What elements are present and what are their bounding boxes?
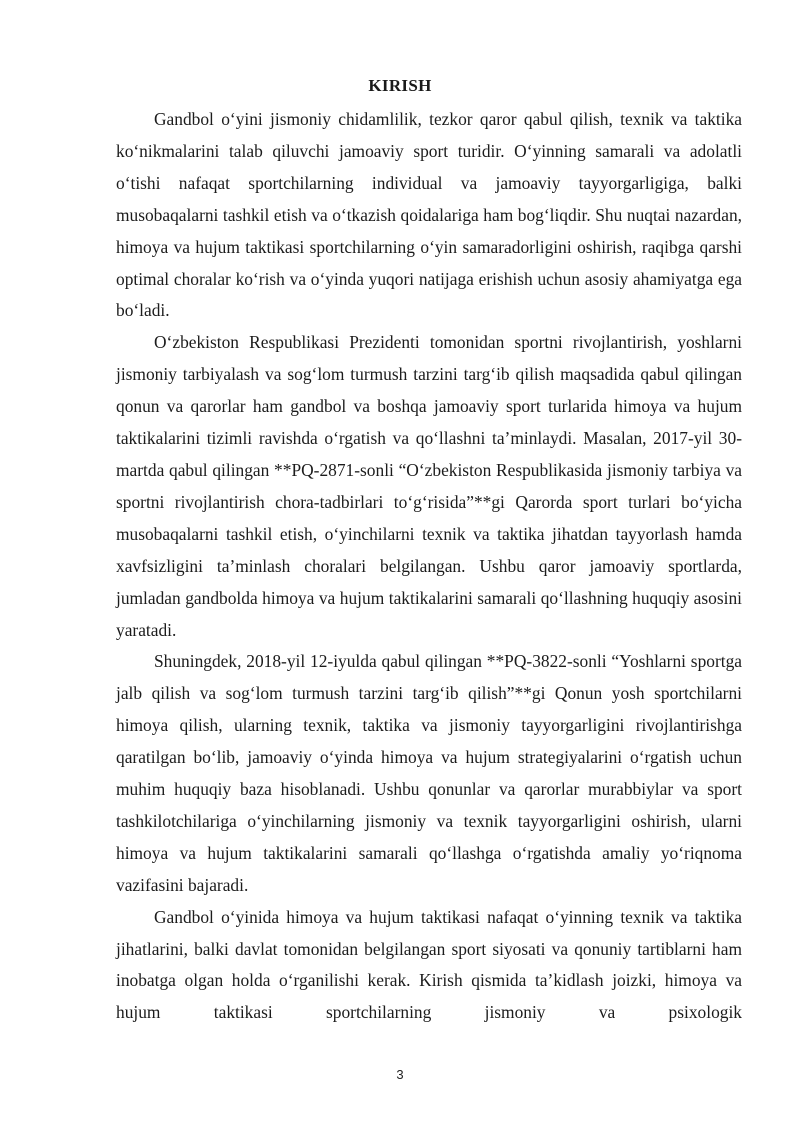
paragraph-4: Gandbol o‘yinida himoya va hujum taktikasi nafaqat o‘yinning texnik va taktika jihatlarini, balki davlat tomonidan belgilangan sport siyosati va qonuniy tartiblarni ham inobatga olgan holda o‘rganilishi kerak. Kirish qismida ta’kidlash joizki, himoya va hujum taktikasi sportchilarning jismoniy va psixologik — [116, 906, 742, 1023]
body-text — [116, 104, 742, 1029]
paragraph-2: O‘zbekiston Respublikasi Prezidenti tomonidan sportni rivojlantirish, yoshlarni jismoniy tarbiyalash va sog‘lom turmush tarzini targ‘ib qilish maqsadida qabul qilingan qonun va qarorlar ham gandbol va boshqa jamoaviy sport turlarida himoya va hujum taktikalarini tizimli ravishda o‘rgatish va qo‘llashni ta’minlaydi. Masalan, 2017-yil 30-martda qabul qilingan **PQ-2871-sonli “O‘zbekiston Respublikasida jismoniy tarbiya va sportni rivojlantirish chora-tadbirlari to‘g‘risida”**gi Qarorda sport turlari bo‘yicha musobaqalarni tashkil etish, o‘yinchilarni texnik va taktika jihatdan tayyorlash hamda xavfsizligini ta’minlash choralari belgilangan. Ushbu qaror jamoaviy sportlarda, jumladan gandbolda himoya va hujum taktikalarini samarali qo‘llashning huquqiy asosini yaratadi. — [116, 332, 742, 640]
paragraph-3: Shuningdek, 2018-yil 12-iyulda qabul qilingan **PQ-3822-sonli “Yoshlarni sportga jalb qilish va sog‘lom turmush tarzini targ‘ib qilish”**gi Qonun yosh sportchilarni himoya qilish, ularning texnik, taktika va jismoniy tayyorgarligini rivojlantirishga qaratilgan bo‘lib, jamoaviy o‘yinda himoya va hujum strategiyalarini o‘rgatish uchun muhim huquqiy baza hisoblanadi. Ushbu qonunlar va qarorlar murabbiylar va sport tashkilotchilariga o‘yinchilarning jismoniy va texnik tayyorgarligini oshirish, ularni himoya va hujum taktikalarini samarali qo‘llashga o‘rgatishda amaliy yo‘riqnoma vazifasini bajaradi. — [116, 651, 742, 895]
paragraph-1: Gandbol o‘yini jismoniy chidamlilik, tezkor qaror qabul qilish, texnik va taktika ko‘nikmalarini talab qiluvchi jamoaviy sport turidir. O‘yinning samarali va adolatli o‘tishi nafaqat sportchilarning individual va jamoaviy tayyorgarligiga, balki musobaqalarni tashkil etish va o‘tkazish qoidalariga ham bog‘liqdir. Shu nuqtai nazardan, himoya va hujum taktikasi sportchilarning o‘yin samaradorligini oshirish, raqibga qarshi optimal choralar ko‘rish va o‘yinda yuqori natijaga erishish uchun asosiy ahamiyatga ega bo‘ladi. — [116, 109, 742, 321]
page-number: 3 — [396, 1067, 404, 1082]
section-title: KIRISH — [368, 76, 432, 95]
